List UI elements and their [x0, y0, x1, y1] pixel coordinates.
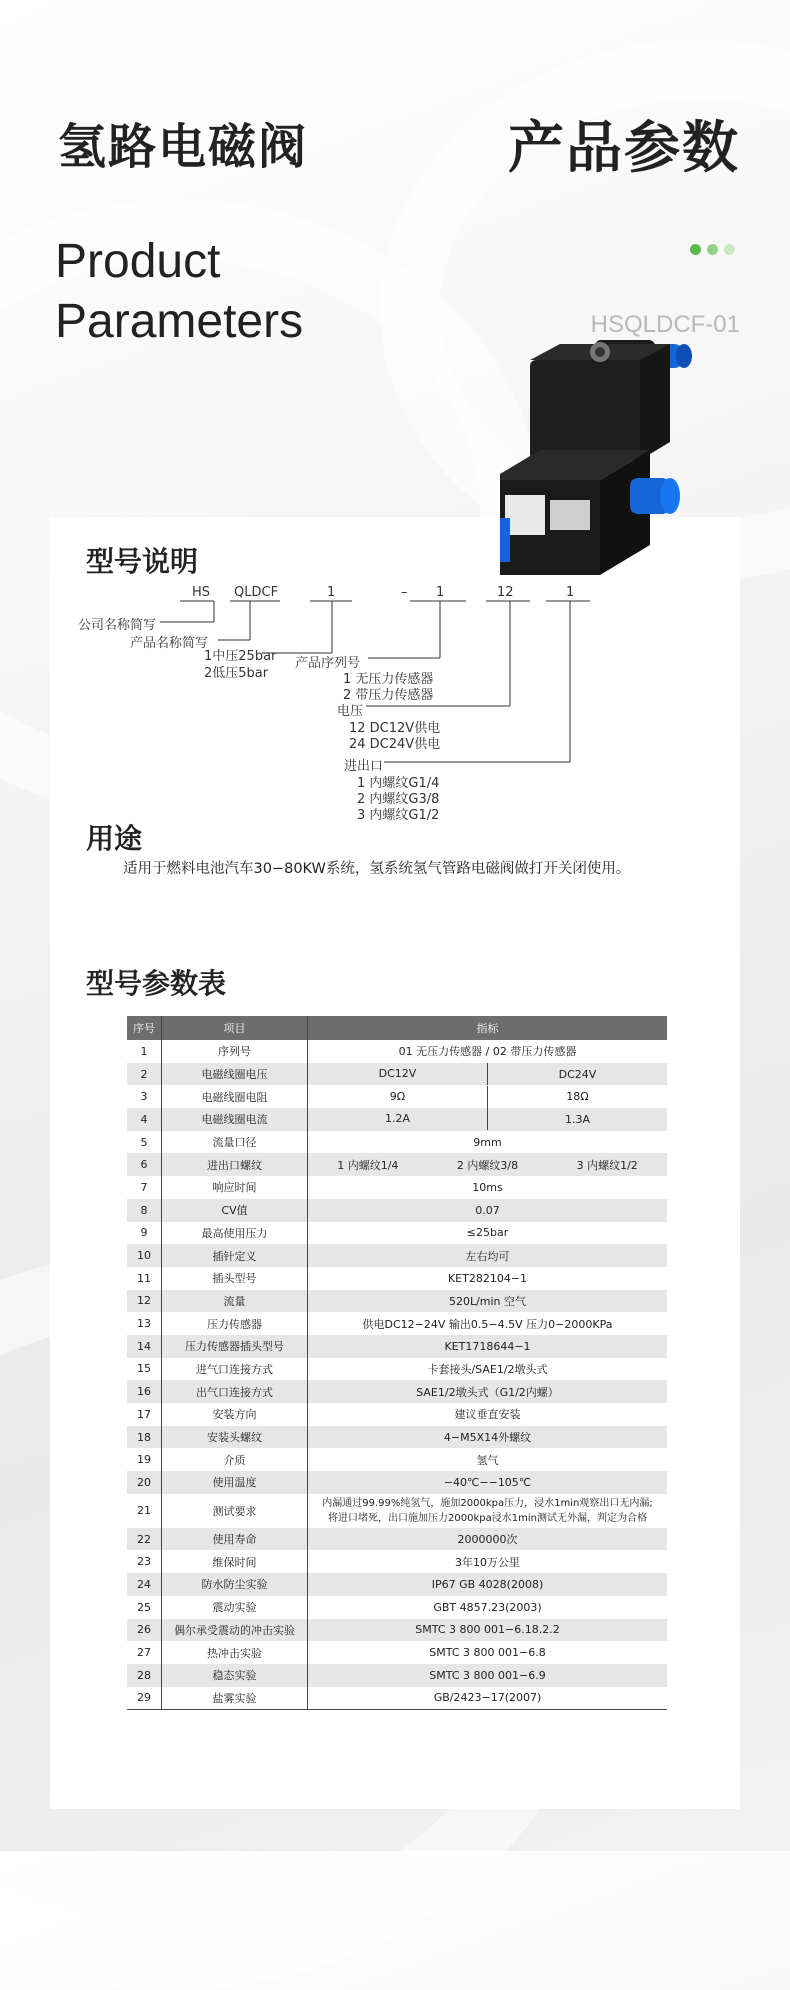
label-pressure-low: 2低压5bar: [204, 666, 269, 681]
label-serial-1: 1 无压力传感器: [343, 672, 434, 687]
cell-item: 插针定义: [162, 1244, 308, 1267]
cell-no: 12: [127, 1290, 162, 1313]
param-table: [127, 1016, 667, 1710]
cell-value: SMTC 3 800 001−6.8: [429, 1646, 546, 1660]
cell-item: 压力传感器插头型号: [162, 1335, 308, 1358]
cell-value: [308, 1494, 668, 1528]
cell-value: SMTC 3 800 001−6.18.2.2: [308, 1619, 668, 1642]
cell-value: GB/2423−17(2007): [308, 1687, 668, 1710]
table-row: [127, 1550, 667, 1573]
usage-heading: 用途: [86, 822, 143, 855]
cell-item: 流量: [162, 1290, 308, 1313]
label-port-3: 3 内螺纹G1/2: [357, 808, 440, 823]
cell-value: 供电DC12−24V 输出0.5−4.5V 压力0−2000KPa: [362, 1317, 613, 1331]
cell-value-part: 3 内螺纹1/2: [576, 1158, 638, 1172]
table-row: [127, 1063, 667, 1086]
usage-description: 适用于燃料电池汽车30−80KW系统，氢系统氢气管路电磁阀做打开关闭使用。: [123, 861, 631, 877]
table-row: [127, 1403, 667, 1426]
cell-value-part: DC12V: [308, 1063, 488, 1085]
param-table-heading: 型号参数表: [86, 967, 227, 1000]
table-row: [127, 1290, 667, 1313]
cell-value: [308, 1063, 668, 1086]
cell-no: 19: [127, 1448, 162, 1471]
cell-no: 29: [127, 1687, 162, 1710]
cell-no: 24: [127, 1573, 162, 1596]
col-header-no: 序号: [127, 1016, 162, 1040]
table-row: [127, 1358, 667, 1381]
cell-value: −40℃−−105℃: [308, 1471, 668, 1494]
cell-item: 安装方向: [162, 1403, 308, 1426]
cell-no: 28: [127, 1664, 162, 1687]
cell-value: 520L/min 空气: [308, 1290, 668, 1313]
table-row: [127, 1528, 667, 1551]
table-row: [127, 1312, 667, 1335]
col-header-value: 指标: [308, 1016, 668, 1040]
table-row: [127, 1199, 667, 1222]
cell-no: 7: [127, 1176, 162, 1199]
cell-value: [308, 1108, 668, 1131]
code-dash: –: [401, 585, 408, 600]
cell-no: 22: [127, 1528, 162, 1551]
cell-value: KET282104−1: [447, 1271, 528, 1285]
cell-item: 出气口连接方式: [162, 1380, 308, 1403]
cell-value: [308, 1085, 668, 1108]
cell-value: GBT 4857.23(2003): [433, 1600, 542, 1614]
cell-value-line: 将进口堵死，出口施加压力2000kpa浸水1min测试无外漏，判定为合格: [328, 1512, 647, 1524]
cell-no: 16: [127, 1380, 162, 1403]
cell-no: 13: [127, 1312, 162, 1335]
cell-item: 进气口连接方式: [162, 1358, 308, 1381]
cell-item: 安装头螺纹: [162, 1426, 308, 1449]
section-title-params: 产品参数: [508, 116, 740, 181]
solenoid-valve-image: [500, 330, 770, 600]
cell-item: 稳态实验: [162, 1664, 308, 1687]
code-port: 1: [566, 585, 575, 600]
table-row: [127, 1108, 667, 1131]
param-table-body: [127, 1040, 667, 1710]
cell-item: 电磁线圈电流: [162, 1108, 308, 1131]
cell-item: 使用寿命: [162, 1528, 308, 1551]
cell-no: 15: [127, 1358, 162, 1381]
cell-no: 17: [127, 1403, 162, 1426]
dot-2: [707, 244, 718, 255]
title-en-line1: Product: [55, 235, 221, 288]
table-row: [127, 1426, 667, 1449]
label-company: 公司名称简写: [78, 618, 157, 633]
decorative-dots: [690, 244, 735, 255]
cell-item: 偶尔承受震动的冲击实验: [162, 1619, 308, 1642]
cell-no: 26: [127, 1619, 162, 1642]
code-voltage: 12: [497, 585, 514, 600]
title-en-line2: Parameters: [55, 295, 304, 348]
code-serial: 1: [436, 585, 445, 600]
code-hs: HS: [192, 585, 211, 600]
cell-value: 左右均可: [308, 1244, 668, 1267]
cell-item: 介质: [162, 1448, 308, 1471]
table-header-row: [127, 1016, 667, 1040]
dot-3: [724, 244, 735, 255]
cell-no: 8: [127, 1199, 162, 1222]
cell-value: SAE1/2墩头式（G1/2内螺）: [308, 1380, 668, 1403]
cell-value-part: 1.2A: [308, 1108, 488, 1130]
cell-no: 11: [127, 1267, 162, 1290]
cell-value-line: 内漏通过99.99%纯氢气，施加2000kpa压力，浸水1min观察出口无内漏;: [322, 1497, 653, 1509]
cell-item: 插头型号: [162, 1267, 308, 1290]
code-qldcf: QLDCF: [234, 585, 279, 600]
cell-value: KET1718644−1: [308, 1335, 668, 1358]
cell-value: 01 无压力传感器 / 02 带压力传感器: [398, 1045, 577, 1059]
cell-item: 响应时间: [162, 1176, 308, 1199]
table-row: [127, 1244, 667, 1267]
table-row: [127, 1573, 667, 1596]
table-row: [127, 1335, 667, 1358]
cell-item: 防水防尘实验: [162, 1573, 308, 1596]
model-code: HSQLDCF-01: [590, 311, 740, 338]
cell-item: 进出口螺纹: [162, 1153, 308, 1176]
cell-no: 4: [127, 1108, 162, 1131]
cell-item: 压力传感器: [162, 1312, 308, 1335]
label-voltage-24: 24 DC24V供电: [349, 737, 441, 752]
cell-item: 测试要求: [162, 1494, 308, 1528]
table-row: [127, 1085, 667, 1108]
cell-value-part: DC24V: [558, 1067, 597, 1081]
cell-item: 维保时间: [162, 1550, 308, 1573]
label-port-1: 1 内螺纹G1/4: [357, 776, 440, 791]
cell-value-part: 18Ω: [566, 1090, 589, 1104]
cell-value-part: 1 内螺纹1/4: [337, 1158, 399, 1172]
cell-item: 流量口径: [162, 1131, 308, 1154]
cell-no: 20: [127, 1471, 162, 1494]
cell-value: 9mm: [473, 1135, 502, 1149]
table-row: [127, 1619, 667, 1642]
cell-item: 电磁线圈电压: [162, 1063, 308, 1086]
cell-no: 6: [127, 1153, 162, 1176]
cell-value-part: 2 内螺纹3/8: [456, 1158, 519, 1172]
table-row: [127, 1641, 667, 1664]
cell-item: 使用温度: [162, 1471, 308, 1494]
cell-value-part: 1.3A: [564, 1112, 591, 1126]
table-row: [127, 1267, 667, 1290]
cell-item: 最高使用压力: [162, 1222, 308, 1245]
cell-no: 18: [127, 1426, 162, 1449]
cell-no: 3: [127, 1085, 162, 1108]
label-port: 进出口: [344, 759, 384, 774]
table-row: [127, 1664, 667, 1687]
cell-value: IP67 GB 4028(2008): [308, 1573, 668, 1596]
cell-item: CV值: [162, 1199, 308, 1222]
cell-no: 27: [127, 1641, 162, 1664]
table-row: [127, 1687, 667, 1710]
cell-value-part: 9Ω: [308, 1086, 488, 1108]
label-voltage: 电压: [337, 704, 364, 719]
table-row: [127, 1380, 667, 1403]
table-row: [127, 1153, 667, 1176]
table-row: [127, 1494, 667, 1528]
cell-value: 建议垂直安装: [454, 1408, 521, 1422]
label-pressure-high: 1中压25bar: [204, 649, 277, 664]
cell-item: 序列号: [162, 1040, 308, 1063]
cell-value: 10ms: [472, 1180, 503, 1194]
cell-value: SMTC 3 800 001−6.9: [308, 1664, 668, 1687]
cell-no: 25: [127, 1596, 162, 1619]
cell-item: 震动实验: [162, 1596, 308, 1619]
table-row: [127, 1471, 667, 1494]
table-row: [127, 1448, 667, 1471]
cell-item: 盐雾实验: [162, 1687, 308, 1710]
product-title-cn: 氢路电磁阀: [58, 119, 309, 175]
cell-item: 热冲击实验: [162, 1641, 308, 1664]
cell-value: 3年10万公里: [455, 1555, 520, 1569]
code-pressure: 1: [327, 585, 336, 600]
cell-value: ≤25bar: [466, 1226, 509, 1240]
cell-no: 10: [127, 1244, 162, 1267]
product-title-en: [55, 232, 303, 352]
label-product: 产品名称简写: [130, 636, 209, 651]
cell-no: 2: [127, 1063, 162, 1086]
cell-no: 9: [127, 1222, 162, 1245]
label-port-2: 2 内螺纹G3/8: [357, 792, 440, 807]
cell-value: 卡套接头/SAE1/2墩头式: [427, 1362, 548, 1376]
cell-no: 5: [127, 1131, 162, 1154]
dot-1: [690, 244, 701, 255]
cell-no: 23: [127, 1550, 162, 1573]
table-row: [127, 1222, 667, 1245]
table-row: [127, 1131, 667, 1154]
cell-no: 14: [127, 1335, 162, 1358]
cell-no: 1: [127, 1040, 162, 1063]
label-serial: 产品序列号: [295, 656, 361, 671]
cell-value: 0.07: [308, 1199, 668, 1222]
table-row: [127, 1176, 667, 1199]
cell-value: [308, 1153, 668, 1176]
model-explanation-heading: 型号说明: [86, 545, 199, 578]
cell-value: 氢气: [476, 1453, 499, 1467]
label-voltage-12: 12 DC12V供电: [349, 721, 441, 736]
cell-item: 电磁线圈电阻: [162, 1085, 308, 1108]
cell-no: 21: [127, 1494, 162, 1528]
cell-value: 4−M5X14外螺纹: [308, 1426, 668, 1449]
cell-value: 2000000次: [308, 1528, 668, 1551]
label-serial-2: 2 带压力传感器: [343, 688, 434, 703]
table-row: [127, 1040, 667, 1063]
table-row: [127, 1596, 667, 1619]
col-header-item: 项目: [162, 1016, 308, 1040]
